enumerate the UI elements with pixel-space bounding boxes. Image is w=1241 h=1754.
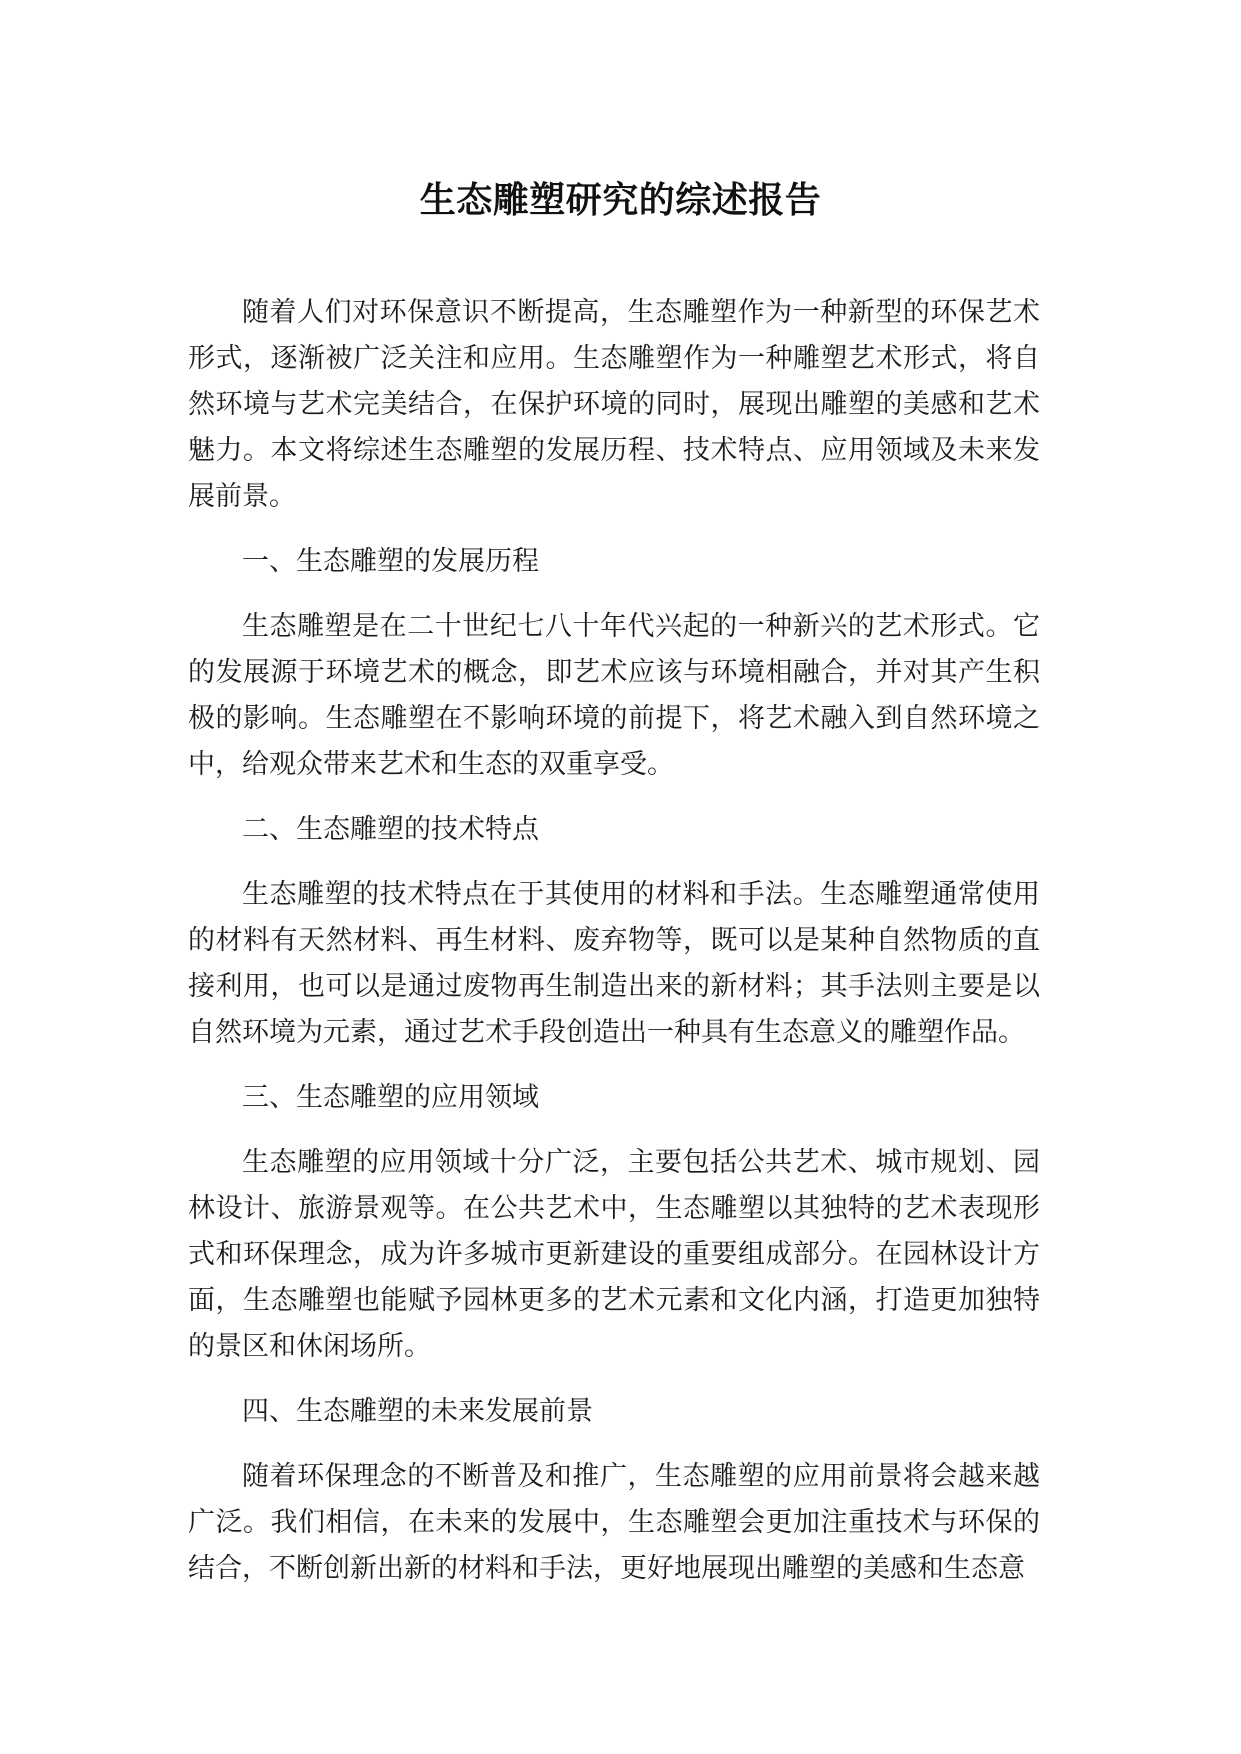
section-heading-prospects: 四、生态雕塑的未来发展前景: [242, 1396, 593, 1427]
section-body-applications: 生态雕塑的应用领域十分广泛，主要包括公共艺术、城市规划、园林设计、旅游景观等。在公共艺术中，生态雕塑以其独特的艺术表现形式和环保理念，成为许多城市更新建设的重要组成部分。在园林设计方面，生态雕塑也能赋予园林更多的艺术元素和文化内涵，打造更加独特的景区和休闲场所。: [188, 1147, 1040, 1362]
section-body-prospects: 随着环保理念的不断普及和推广，生态雕塑的应用前景将会越来越广泛。我们相信，在未来的发展中，生态雕塑会更加注重技术与环保的结合，不断创新出新的材料和手法，更好地展现出雕塑的美感和生态意: [188, 1461, 1040, 1584]
section-body-techniques: 生态雕塑的技术特点在于其使用的材料和手法。生态雕塑通常使用的材料有天然材料、再生材料、废弃物等，既可以是某种自然物质的直接利用，也可以是通过废物再生制造出来的新材料；其手法则主要是以自然环境为元素，通过艺术手段创造出一种具有生态意义的雕塑作品。: [188, 879, 1040, 1048]
section-heading-applications: 三、生态雕塑的应用领域: [242, 1082, 539, 1113]
section-heading-history: 一、生态雕塑的发展历程: [242, 546, 539, 577]
document-title: 生态雕塑研究的综述报告: [419, 180, 822, 221]
section-heading-techniques: 二、生态雕塑的技术特点: [242, 814, 539, 845]
intro-paragraph: 随着人们对环保意识不断提高，生态雕塑作为一种新型的环保艺术形式，逐渐被广泛关注和应用。生态雕塑作为一种雕塑艺术形式，将自然环境与艺术完美结合，在保护环境的同时，展现出雕塑的美感和艺术魅力。本文将综述生态雕塑的发展历程、技术特点、应用领域及未来发展前景。: [188, 297, 1040, 512]
document-body: [188, 290, 1040, 1611]
section-body-history: 生态雕塑是在二十世纪七八十年代兴起的一种新兴的艺术形式。它的发展源于环境艺术的概念，即艺术应该与环境相融合，并对其产生积极的影响。生态雕塑在不影响环境的前提下，将艺术融入到自然环境之中，给观众带来艺术和生态的双重享受。: [188, 611, 1040, 780]
